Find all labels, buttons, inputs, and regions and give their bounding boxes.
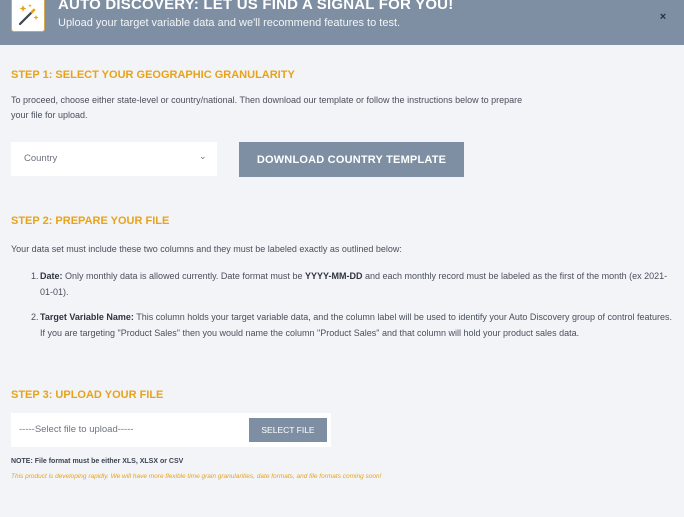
- list-text: and each monthly record must be labeled as the first of the month (ex 2021-01-01).: [40, 271, 668, 297]
- list-number: 2.: [31, 312, 39, 322]
- magic-wand-icon: [11, 0, 45, 32]
- modal-title: AUTO DISCOVERY: LET US FIND A SIGNAL FOR YOU!: [58, 0, 454, 13]
- list-number: 1.: [31, 271, 39, 281]
- chevron-down-icon: ⌄: [199, 151, 207, 161]
- step3-title: STEP 3: UPLOAD YOUR FILE: [11, 389, 164, 401]
- step1-instructions: To proceed, choose either state-level or country/national. Then download our template or follow the instructions below to prepare your file for upload.: [11, 95, 523, 120]
- date-format: YYYY-MM-DD: [304, 271, 363, 281]
- column-label: Target Variable Name:: [40, 312, 134, 322]
- close-icon[interactable]: ×: [659, 11, 667, 23]
- list-body: [40, 268, 673, 300]
- modal-header: [0, 0, 684, 45]
- granularity-select[interactable]: [11, 142, 217, 176]
- step2-title: STEP 2: PREPARE YOUR FILE: [11, 215, 170, 227]
- column-label: Date:: [40, 271, 63, 281]
- step1-title: STEP 1: SELECT YOUR GEOGRAPHIC GRANULARITY: [11, 69, 295, 81]
- file-upload-placeholder: -----Select file to upload-----: [19, 424, 134, 435]
- download-template-button[interactable]: DOWNLOAD COUNTRY TEMPLATE: [239, 142, 464, 177]
- file-format-note: NOTE: File format must be either XLS, XLSX or CSV: [11, 458, 184, 465]
- list-text: Only monthly data is allowed currently. Date format must be: [62, 271, 305, 281]
- file-upload-field[interactable]: [11, 413, 331, 447]
- list-text: This column holds your target variable data, and the column label will be used to identify your Auto Discovery group of control features. If you are targeting "Product Sales" then you would name the column "Product Sales" and that column will hold your product sales data.: [40, 312, 673, 338]
- select-file-button[interactable]: SELECT FILE: [249, 418, 327, 442]
- granularity-select-value: Country: [24, 153, 58, 164]
- modal-subtitle: Upload your target variable data and we'll recommend features to test.: [58, 17, 401, 29]
- development-footnote: This product is developing rapidly. We will have more flexible time grain granularities, date formats, and file formats coming soon!: [11, 473, 382, 480]
- list-body: [40, 309, 673, 341]
- step2-intro: Your data set must include these two columns and they must be labeled exactly as outlined below:: [11, 244, 402, 254]
